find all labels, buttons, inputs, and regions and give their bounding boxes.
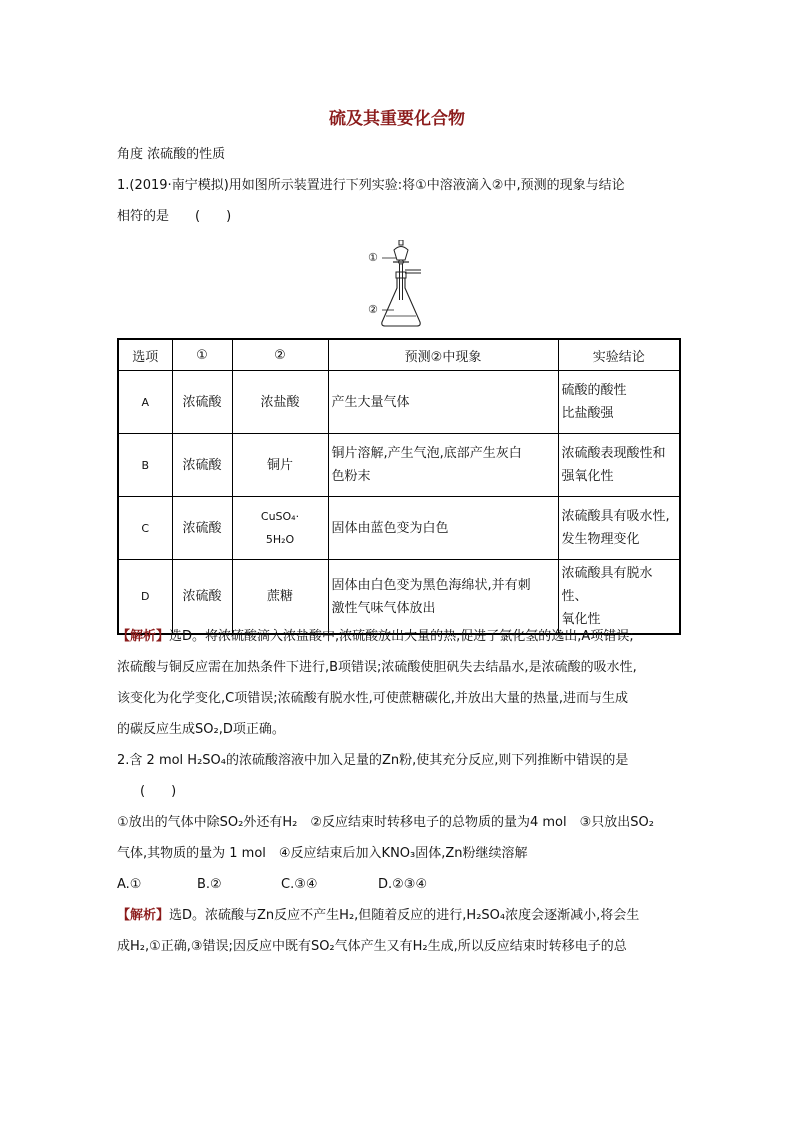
phenomenon-cell xyxy=(328,371,558,434)
question-2-stem-line-1: 2.含 2 mol H₂SO₄的浓硫酸溶液中加入足量的Zn粉,使其充分反应,则下列推断中错误的是 xyxy=(117,753,629,768)
question-1-analysis-line-3: 该变化为化学变化,C项错误;浓硫酸有脱水性,可使蔗糖碳化,并放出大量的热量,进而与生成 xyxy=(117,691,628,706)
phenomenon-text: 固体由蓝色变为白色 xyxy=(331,520,449,536)
reagent-2-cell: 浓盐酸 xyxy=(232,371,328,434)
reagent-2-cell: 铜片 xyxy=(232,434,328,497)
figure-label-2: ② xyxy=(368,303,378,316)
option-cell: B xyxy=(118,434,172,497)
question-2-stem-line-4: 气体,其物质的量为 1 mol ④反应结束后加入KNO₃固体,Zn粉继续溶解 xyxy=(117,846,528,861)
reagent-1-cell: 浓硫酸 xyxy=(172,497,232,560)
question-2-stem-line-2: ( ) xyxy=(140,784,177,799)
conclusion-text: 浓硫酸具有脱水性、 xyxy=(561,566,653,604)
answer-option-b: B.② xyxy=(197,877,222,892)
phenomenon-text: 固体由白色变为黑色海绵状,并有刺 xyxy=(331,577,531,593)
table-row xyxy=(118,371,680,434)
conclusion-text: 强氧化性 xyxy=(561,469,614,484)
reagent-1-cell: 浓硫酸 xyxy=(172,434,232,497)
question-2-stem-line-3: ①放出的气体中除SO₂外还有H₂ ②反应结束时转移电子的总物质的量为4 mol ③只放出SO₂ xyxy=(117,815,654,830)
phenomenon-text: 色粉末 xyxy=(331,469,371,484)
conclusion-cell xyxy=(558,434,680,497)
answer-option-c: C.③④ xyxy=(281,877,318,892)
conclusion-text: 氧化性 xyxy=(561,612,601,627)
conclusion-text: 浓硫酸表现酸性和 xyxy=(561,446,666,461)
reagent-2-cell xyxy=(232,497,328,560)
question-2-analysis-line-2: 成H₂,①正确,③错误;因反应中既有SO₂气体产生又有H₂生成,所以反应结束时转移电子的总 xyxy=(117,939,627,954)
answer-option-d: D.②③④ xyxy=(378,877,428,892)
conclusion-text: 浓硫酸具有吸水性, xyxy=(561,509,670,524)
reagent-2-cell: 蔗糖 xyxy=(232,560,328,635)
question-1-analysis-line-4: 的碳反应生成SO₂,D项正确。 xyxy=(117,722,285,737)
reagent-2-formula-line: CuSO₄· xyxy=(260,510,300,523)
reagent-1-cell: 浓硫酸 xyxy=(172,371,232,434)
figure-label-1: ① xyxy=(368,251,378,264)
phenomenon-text: 铜片溶解,产生气泡,底部产生灰白 xyxy=(331,446,522,461)
question-2-analysis-line-1 xyxy=(117,907,639,925)
conclusion-cell xyxy=(558,497,680,560)
table-header-cell: ② xyxy=(232,339,328,371)
answer-option-a: A.① xyxy=(117,877,142,892)
page-title: 硫及其重要化合物 xyxy=(329,109,465,129)
table-header-cell: ① xyxy=(172,339,232,371)
analysis-text: 选D。将浓硫酸滴入浓盐酸中,浓硫酸放出大量的热,促进了氯化氢的逸出,A项错误; xyxy=(169,629,634,644)
conclusion-cell xyxy=(558,371,680,434)
phenomenon-cell xyxy=(328,434,558,497)
reagent-1-cell: 浓硫酸 xyxy=(172,560,232,635)
section-heading: 角度 浓硫酸的性质 xyxy=(117,147,226,162)
analysis-label: 【解析】 xyxy=(117,908,170,923)
table-header-cell: 实验结论 xyxy=(558,339,680,371)
option-cell: D xyxy=(118,560,172,635)
conclusion-text: 比盐酸强 xyxy=(561,406,614,421)
table-row xyxy=(118,434,680,497)
question-1-analysis-line-1 xyxy=(117,628,634,646)
analysis-label: 【解析】 xyxy=(117,629,170,644)
table-header-cell: 选项 xyxy=(118,339,172,371)
question-1-stem-line-2: 相符的是 ( ) xyxy=(117,209,232,224)
option-cell: C xyxy=(118,497,172,560)
reagent-2-formula-line: 5H₂O xyxy=(265,533,295,546)
table-row xyxy=(118,497,680,560)
table-header-row xyxy=(118,339,680,371)
phenomenon-cell xyxy=(328,560,558,635)
phenomenon-text: 产生大量气体 xyxy=(331,394,410,410)
experiment-table xyxy=(117,338,681,635)
phenomenon-text: 激性气味气体放出 xyxy=(331,600,436,616)
question-1-stem-line-1: 1.(2019·南宁模拟)用如图所示装置进行下列实验:将①中溶液滴入②中,预测的现象与结论 xyxy=(117,178,625,193)
conclusion-cell xyxy=(558,560,680,635)
conclusion-text: 发生物理变化 xyxy=(561,532,640,547)
analysis-text: 选D。浓硫酸与Zn反应不产生H₂,但随着反应的进行,H₂SO₄浓度会逐渐减小,将会生 xyxy=(169,908,640,923)
option-cell: A xyxy=(118,371,172,434)
question-1-analysis-line-2: 浓硫酸与铜反应需在加热条件下进行,B项错误;浓硫酸使胆矾失去结晶水,是浓硫酸的吸水性, xyxy=(117,660,637,675)
phenomenon-cell xyxy=(328,497,558,560)
table-row xyxy=(118,560,680,635)
table-header-cell: 预测②中现象 xyxy=(328,339,558,371)
conclusion-text: 硫酸的酸性 xyxy=(561,383,627,398)
